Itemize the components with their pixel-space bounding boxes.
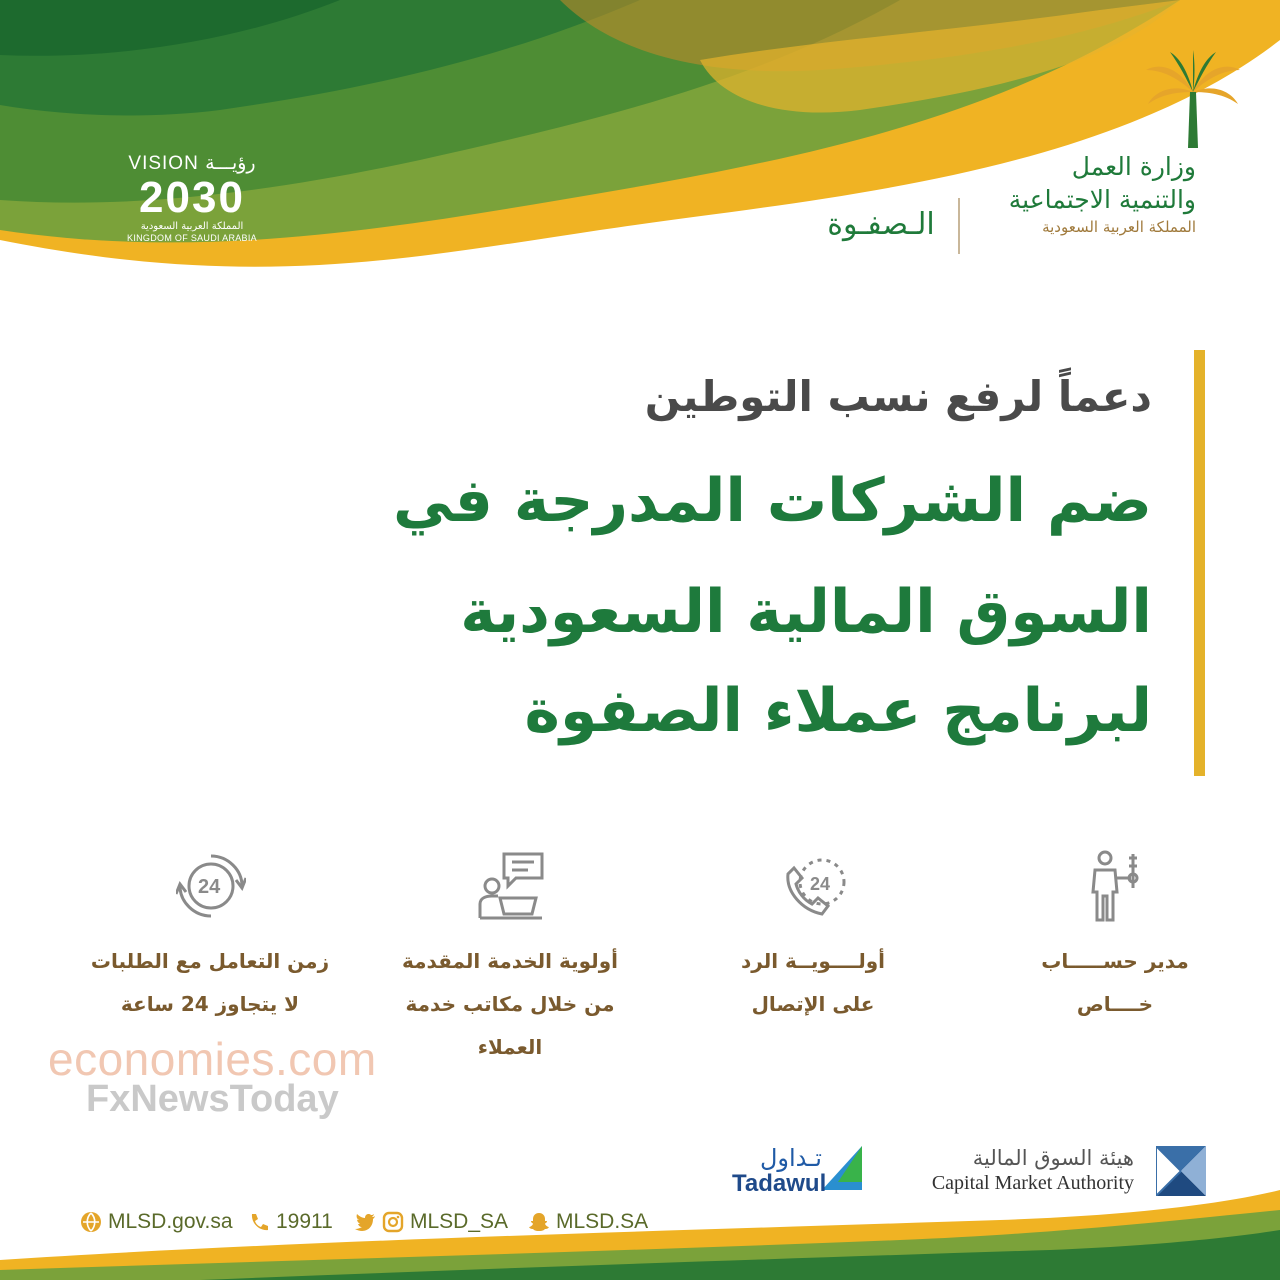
vision-year: 2030 [139, 173, 245, 222]
24-hours-icon [176, 848, 246, 924]
twitter-icon [354, 1211, 376, 1233]
logo-divider [958, 198, 960, 254]
vision-kingdom-en: KINGDOM OF SAUDI ARABIA [127, 233, 257, 243]
instagram-icon [382, 1211, 404, 1233]
phone-contact[interactable] [248, 1208, 333, 1236]
social-contact[interactable] [354, 1208, 508, 1236]
snapchat-contact[interactable] [528, 1208, 648, 1236]
service-desk-icon [476, 848, 546, 924]
headline-line-3: لبرنامج عملاء الصفوة [524, 676, 1152, 746]
globe-icon [80, 1211, 102, 1233]
watermark-fxnewstoday: FxNewsToday [86, 1078, 339, 1120]
cma-logo-icon [1156, 1146, 1206, 1196]
safwa-program-logo: الـصفـوة [827, 207, 935, 242]
watermark-economies: economies.com [48, 1033, 377, 1085]
ministry-name-line2: والتنمية الاجتماعية [1008, 185, 1196, 214]
website-contact[interactable] [80, 1208, 233, 1236]
ministry-logo [966, 150, 1196, 238]
tadawul-logo-icon [822, 1146, 862, 1190]
feature-call-priority: أولــــويــة الرد على الإتصال [740, 949, 886, 1016]
headline-line-1: ضم الشركات المدرجة في [392, 466, 1152, 536]
vision-2030-logo [112, 152, 272, 244]
feature-service-priority: أولوية الخدمة المقدمة من خلال مكاتب خدمة العملاء [402, 949, 618, 1059]
snapchat-text: MLSD.SA [556, 1210, 649, 1233]
cma-name-ar: هيئة السوق المالية [972, 1146, 1134, 1170]
vision-title: VISION رؤيـــة [128, 153, 256, 174]
phone-text: 19911 [276, 1210, 333, 1233]
phone-24-icon [778, 848, 848, 924]
svg-text:24: 24 [810, 874, 831, 894]
phone-icon [248, 1211, 270, 1233]
palm-emblem-icon [1140, 48, 1246, 152]
social-handle-text: MLSD_SA [410, 1210, 509, 1233]
headline-subtitle: دعماً لرفع نسب التوطين [644, 372, 1152, 421]
headline-line-2: السوق المالية السعودية [460, 577, 1152, 647]
tadawul-name-ar: تـداول [759, 1144, 822, 1172]
tadawul-name-en: Tadawul [732, 1170, 827, 1197]
svg-text:24: 24 [198, 876, 221, 898]
headline-accent-bar [1194, 350, 1205, 776]
feature-account-manager: مدير حســـــاب خــــاص [1041, 949, 1189, 1016]
feature-request-time: زمن التعامل مع الطلبات لا يتجاوز 24 ساعة [90, 949, 330, 1016]
ministry-name-line1: وزارة العمل [1071, 152, 1196, 181]
cma-name-en: Capital Market Authority [931, 1172, 1134, 1194]
website-text: MLSD.gov.sa [108, 1210, 233, 1233]
ministry-country: المملكة العربية السعودية [1042, 218, 1196, 236]
account-manager-icon [1079, 848, 1149, 924]
vision-kingdom-ar: المملكة العربية السعودية [140, 221, 244, 232]
snapchat-icon [528, 1211, 550, 1233]
